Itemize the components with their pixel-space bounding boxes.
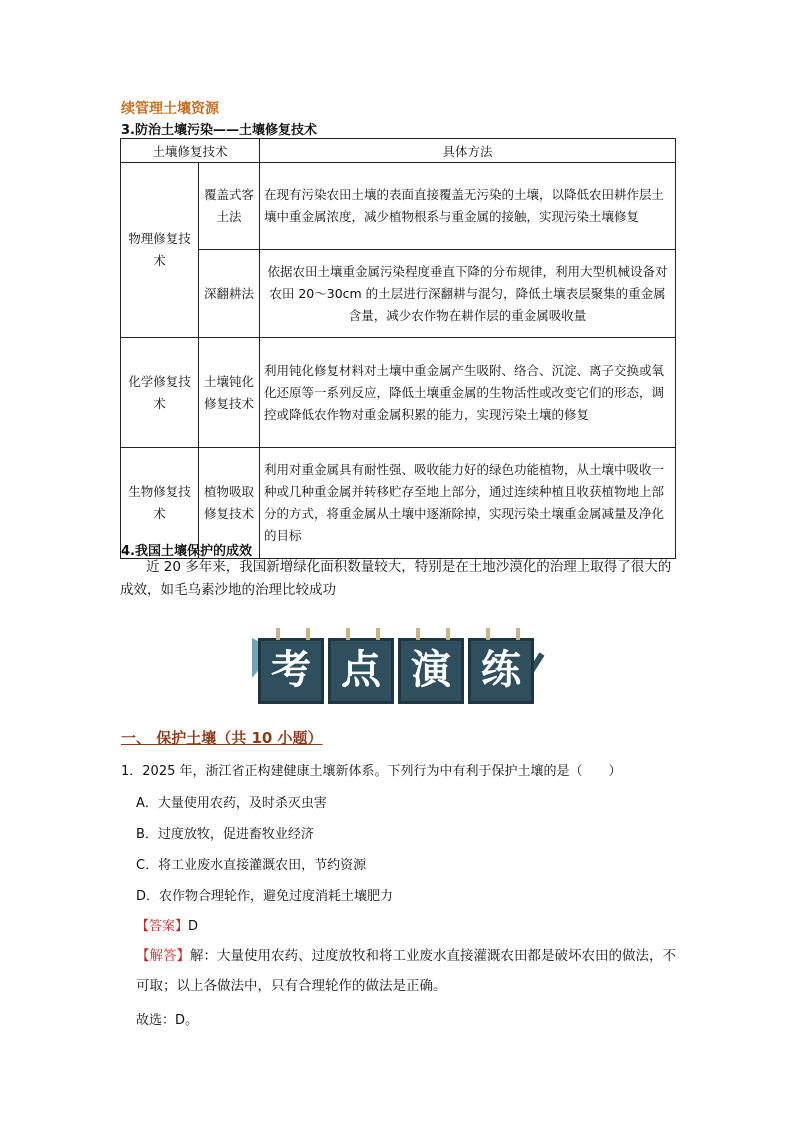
banner-tile: 点 xyxy=(328,638,394,704)
table-row xyxy=(121,163,676,250)
heading-4: 4.我国土壤保护的成效 xyxy=(121,544,252,559)
method-cell: 植物吸取修复技术 xyxy=(199,448,260,559)
answer-value: D xyxy=(188,919,199,934)
detail-cell: 在现有污染农田土壤的表面直接覆盖无污染的土壤，以降低农田耕作层土壤中重金属浓度，减少植物根系与重金属的接触，实现污染土壤修复 xyxy=(260,163,676,250)
method-cell: 深翻耕法 xyxy=(199,250,260,338)
table-header-row xyxy=(121,139,676,163)
exercise-banner xyxy=(246,628,546,708)
category-chemical: 化学修复技术 xyxy=(121,338,199,448)
option-d: D．农作物合理轮作，避免过度消耗土壤肥力 xyxy=(136,889,394,904)
table-row xyxy=(121,338,676,448)
analysis-text: 解：大量使用农药、过度放牧和将工业废水直接灌溉农田都是破坏农田的做法，不可取；以上各做法中，只有合理轮作的做法是正确。 xyxy=(136,948,676,994)
remediation-table xyxy=(120,138,676,559)
analysis-block xyxy=(136,941,684,1001)
table-header-method: 具体方法 xyxy=(260,139,676,163)
banner-tile: 演 xyxy=(398,638,464,704)
answer-line xyxy=(136,915,198,934)
option-b: B．过度放牧，促进畜牧业经济 xyxy=(136,827,314,842)
detail-cell: 利用对重金属具有耐性强、吸收能力好的绿色功能植物，从土壤中吸收一种或几种重金属并转移贮存至地上部分，通过连续种植且收获植物地上部分的方式，将重金属从土壤中逐渐除掉，实现污染土壤重金属减量及净化的目标 xyxy=(260,448,676,559)
banner-tile: 考 xyxy=(258,638,324,704)
option-a: A．大量使用农药，及时杀灭虫害 xyxy=(136,796,327,811)
method-cell: 覆盖式客土法 xyxy=(199,163,260,250)
section-title: 续管理土壤资源 xyxy=(121,101,219,117)
detail-cell: 依据农田土壤重金属污染程度垂直下降的分布规律，利用大型机械设备对农田 20～30cm 的土层进行深翻耕与混匀，降低土壤表层聚集的重金属含量，减少农作物在耕作层的重金属吸收量 xyxy=(260,250,676,338)
analysis-label: 【解答】 xyxy=(136,948,190,964)
answer-label: 【答案】 xyxy=(136,919,189,934)
category-physical: 物理修复技术 xyxy=(121,163,199,338)
part-title: 一、 保护土壤（共 10 小题） xyxy=(121,729,323,747)
conclusion: 故选：D。 xyxy=(136,1013,199,1028)
question-stem: 1．2025 年，浙江省正构建健康土壤新体系。下列行为中有利于保护土壤的是（ ） xyxy=(121,764,622,779)
banner-tile: 练 xyxy=(468,638,534,704)
table-row xyxy=(121,250,676,338)
heading-3: 3.防治土壤污染——土壤修复技术 xyxy=(121,123,317,138)
option-c: C．将工业废水直接灌溉农田，节约资源 xyxy=(136,858,367,873)
detail-cell: 利用钝化修复材料对土壤中重金属产生吸附、络合、沉淀、离子交换或氧化还原等一系列反应，降低土壤重金属的生物活性或改变它们的形态，调控或降低农作物对重金属积累的能力，实现污染土壤的修复 xyxy=(260,338,676,448)
paragraph-achievements: 近 20 多年来，我国新增绿化面积数量较大，特别是在土地沙漠化的治理上取得了很大的成效，如毛乌素沙地的治理比较成功 xyxy=(120,559,672,598)
table-header-technique: 土壤修复技术 xyxy=(121,139,260,163)
category-biological: 生物修复技术 xyxy=(121,448,199,559)
method-cell: 土壤钝化修复技术 xyxy=(199,338,260,448)
